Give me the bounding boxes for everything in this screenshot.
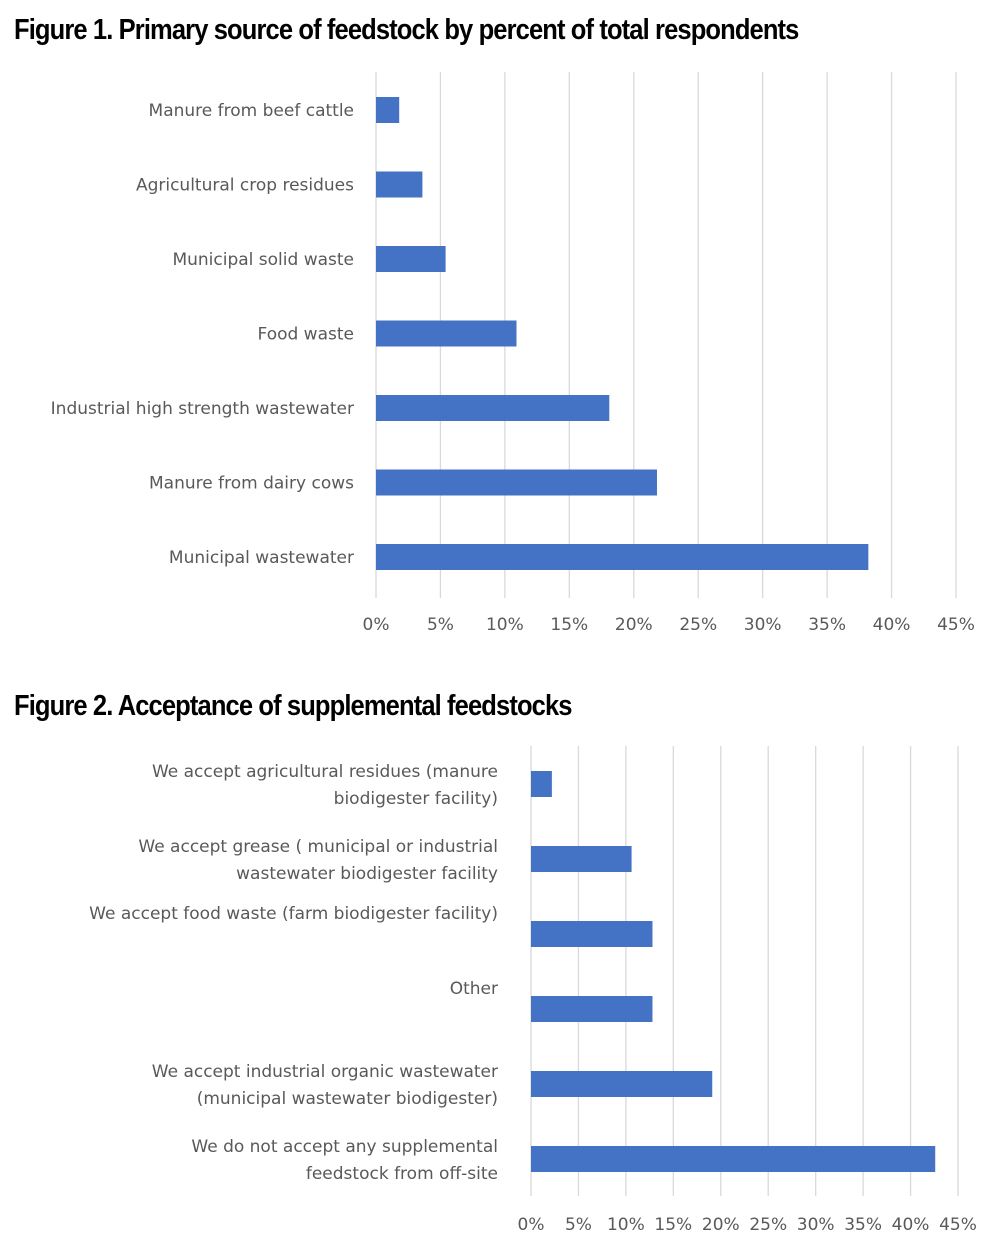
category-label: biodigester facility) [333, 789, 498, 809]
category-label: We accept grease ( municipal or industrial [138, 837, 498, 857]
x-tick-label: 30% [743, 615, 782, 635]
x-tick-label: 25% [749, 1215, 788, 1235]
x-tick-label: 0% [517, 1215, 545, 1235]
x-tick-label: 40% [872, 615, 911, 635]
x-tick-label: 45% [937, 615, 975, 635]
category-label: Other [449, 979, 498, 999]
category-label: Agricultural crop residues [135, 175, 354, 196]
bar [531, 771, 552, 797]
category-label: Food waste [257, 324, 354, 345]
x-tick-label: 5% [564, 1215, 592, 1235]
bar [531, 996, 652, 1022]
category-label: (municipal wastewater biodigester) [196, 1089, 498, 1109]
figure-1-title: Figure 1. Primary source of feedstock by percent of total respondents [14, 14, 799, 46]
x-tick-label: 15% [654, 1215, 693, 1235]
category-label: Manure from dairy cows [149, 473, 354, 494]
bar [531, 846, 632, 872]
x-tick-label: 35% [844, 1215, 883, 1235]
bar [531, 1071, 712, 1097]
x-tick-label: 45% [939, 1215, 977, 1235]
category-label: wastewater biodigester facility [236, 864, 498, 884]
x-tick-label: 20% [614, 615, 653, 635]
x-tick-label: 0% [362, 615, 390, 635]
x-tick-label: 40% [891, 1215, 930, 1235]
x-tick-label: 10% [606, 1215, 645, 1235]
x-tick-label: 10% [485, 615, 524, 635]
x-tick-label: 35% [808, 615, 847, 635]
bar [531, 1146, 935, 1172]
category-label: We do not accept any supplemental [191, 1137, 498, 1157]
category-label: feedstock from off-site [305, 1164, 498, 1184]
category-label: Municipal solid waste [172, 250, 354, 270]
x-tick-label: 30% [796, 1215, 835, 1235]
bar [531, 921, 652, 947]
x-tick-label: 15% [550, 615, 589, 635]
category-label: We accept food waste (farm biodigester facility) [89, 904, 498, 924]
category-label: We accept industrial organic wastewater [151, 1062, 498, 1082]
x-tick-label: 20% [701, 1215, 740, 1235]
category-label: Industrial high strength wastewater [50, 399, 354, 419]
x-tick-label: 25% [679, 615, 718, 635]
x-tick-label: 5% [426, 615, 454, 635]
category-label: We accept agricultural residues (manure [151, 762, 498, 782]
figure-2-title: Figure 2. Acceptance of supplemental feedstocks [14, 690, 572, 722]
category-label: Manure from beef cattle [148, 101, 354, 121]
category-label: Municipal wastewater [168, 548, 354, 568]
